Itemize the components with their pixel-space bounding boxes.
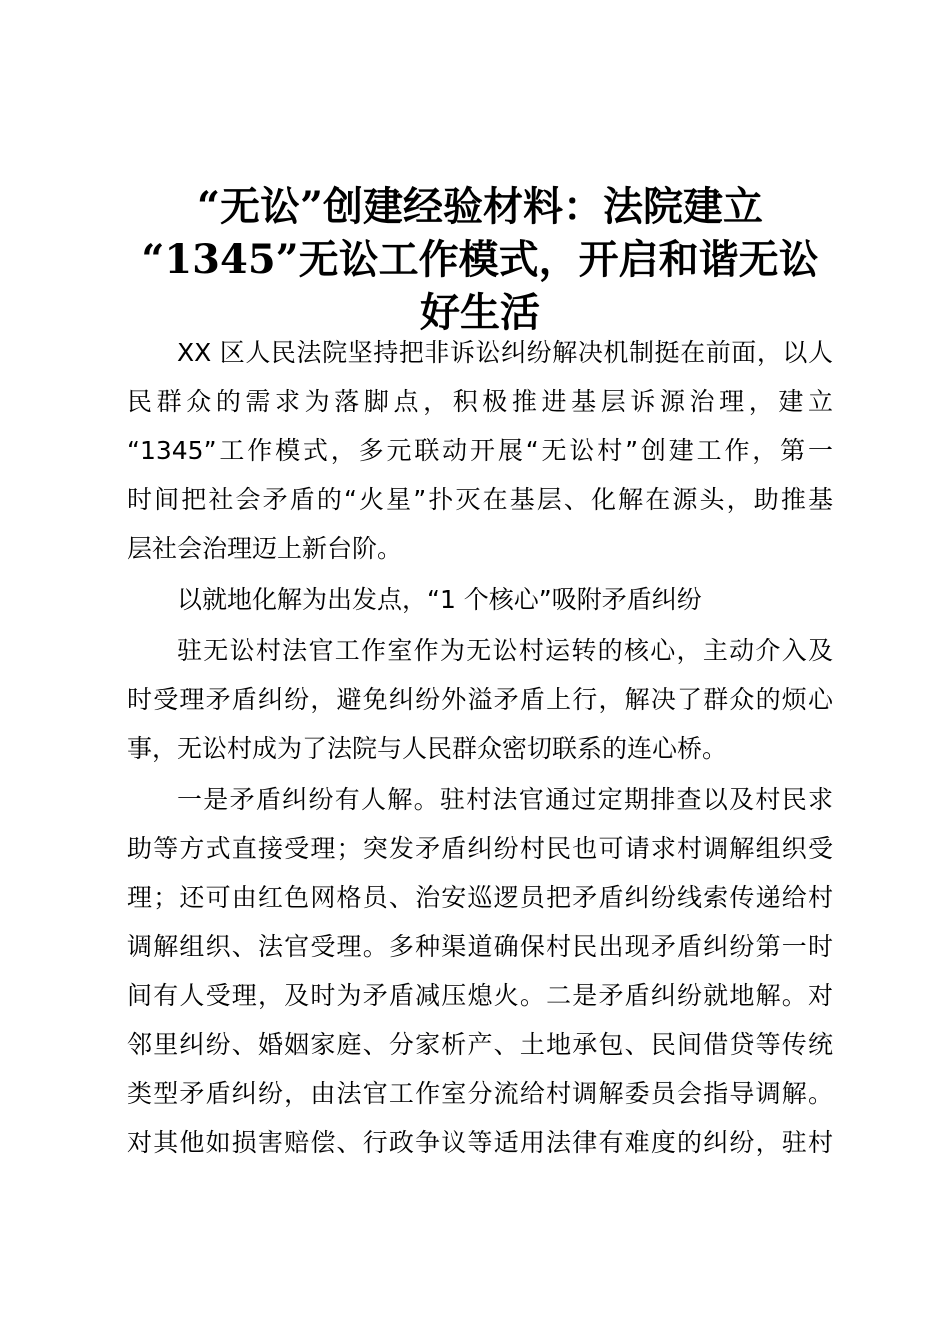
- paragraph-line: 事，无讼村成为了法院与人民群众密切联系的连心桥。: [127, 734, 728, 763]
- document-title: [120, 180, 840, 339]
- title-line: “无讼”创建经验材料：法院建立: [196, 183, 763, 230]
- paragraph-line: 类型矛盾纠纷，由法官工作室分流给村调解委员会指导调解。: [127, 1079, 833, 1108]
- paragraph-line: XX 区人民法院坚持把非诉讼纠纷解决机制挺在前面，以人: [177, 338, 833, 367]
- paragraph-line: 层社会治理迈上新台阶。: [127, 534, 403, 563]
- paragraph-core: [127, 626, 833, 773]
- paragraph-line: 对其他如损害赔偿、行政争议等适用法律有难度的纠纷，驻村: [127, 1128, 833, 1157]
- paragraph-line: 以就地化解为出发点，“1 个核心”吸附矛盾纠纷: [177, 585, 702, 614]
- paragraph-line: 理；还可由红色网格员、治安巡逻员把矛盾纠纷线索传递给村: [127, 883, 833, 912]
- paragraph-intro: [127, 328, 833, 573]
- paragraph-line: 时间把社会矛盾的“火星”扑灭在基层、化解在源头，助推基: [127, 485, 833, 514]
- paragraph-line: “1345”工作模式，多元联动开展“无讼村”创建工作，第一: [127, 436, 833, 465]
- title-line: “1345”无讼工作模式，开启和谐无讼: [141, 236, 819, 283]
- paragraph-line: 民群众的需求为落脚点，积极推进基层诉源治理，建立: [127, 387, 833, 416]
- title-line: 好生活: [420, 289, 540, 336]
- paragraph-details: [127, 775, 833, 1167]
- document-body: [127, 328, 833, 1167]
- paragraph-line: 驻无讼村法官工作室作为无讼村运转的核心，主动介入及: [177, 636, 833, 665]
- paragraph-line: 时受理矛盾纠纷，避免纠纷外溢矛盾上行，解决了群众的烦心: [127, 685, 833, 714]
- section-heading: [127, 575, 833, 624]
- paragraph-line: 助等方式直接受理；突发矛盾纠纷村民也可请求村调解组织受: [127, 834, 833, 863]
- paragraph-line: 一是矛盾纠纷有人解。驻村法官通过定期排查以及村民求: [177, 785, 833, 814]
- paragraph-line: 间有人受理，及时为矛盾减压熄火。二是矛盾纠纷就地解。对: [127, 981, 833, 1010]
- paragraph-line: 邻里纠纷、婚姻家庭、分家析产、土地承包、民间借贷等传统: [127, 1030, 833, 1059]
- paragraph-line: 调解组织、法官受理。多种渠道确保村民出现矛盾纠纷第一时: [127, 932, 833, 961]
